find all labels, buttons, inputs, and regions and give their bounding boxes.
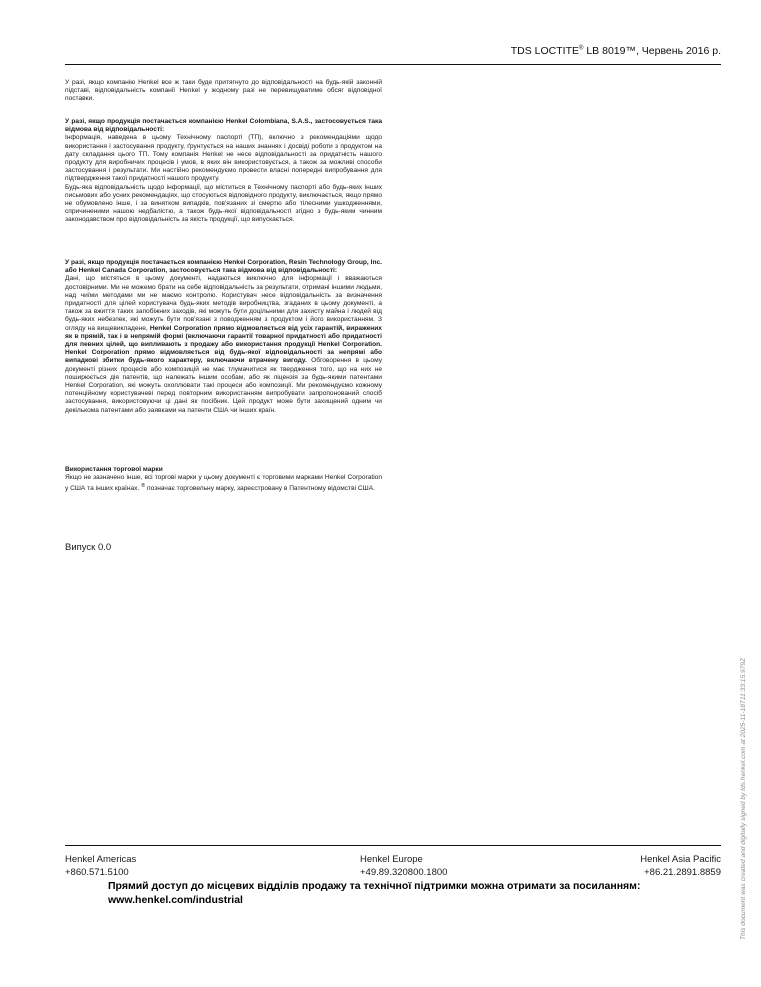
corporation-disclaimer-heading: У разі, якщо продукція постачається компанією Henkel Corporation, Resin Technology Group, Inc. або Henkel Canada Corporation, застосовується така відмова від відповідальності: xyxy=(65,259,382,275)
trademark-text-a: Якщо не зазначено інше, всі торгові марки у цьому документі є торговими марками Henkel Corporation у США та інших країнах. xyxy=(65,474,382,493)
office-asia-pacific xyxy=(640,853,721,879)
release-version: Випуск 0.0 xyxy=(65,542,112,553)
header-title-suffix: LB 8019™, Червень 2016 р. xyxy=(583,45,721,57)
contact-url-link[interactable]: www.henkel.com/industrial xyxy=(108,894,243,906)
digital-signature-note: This document was created and digitally signed by tds.henkel.com at 2025-11-18T11:33:15.979Z xyxy=(740,658,747,940)
registered-mark: ® xyxy=(579,45,584,52)
office-americas xyxy=(65,853,136,879)
corporation-disclaimer-section xyxy=(65,259,382,415)
registered-mark: ® xyxy=(141,483,146,490)
trademark-text-b: позначає торговельну марку, зареєстровану в Патентному відомстві США. xyxy=(145,485,375,493)
colombiana-disclaimer-paragraph-2: Будь-яка відповідальність щодо інформації, що міститься в Технічному паспорті або будь-яких інших письмових або усних рекомендаціях, що стосуються відповідного продукту, виключається, якщо прямо не обумовлено інше, і за винятком випадків, пов'язаних зі смертю або тілесними ушкодженнями, спричиненими нашою недбалістю, а також будь-якої відповідальності згідно з будь-яким чинним законодавством про відповідальність за якість продукції, що випускається. xyxy=(65,183,382,224)
office-asia-pacific-phone: +86.21.2891.8859 xyxy=(644,867,721,878)
liability-limit-section xyxy=(65,79,382,104)
office-americas-name: Henkel Americas xyxy=(65,854,137,865)
colombiana-disclaimer-paragraph-1: Інформація, наведена в цьому Технічному паспорті (ТП), включно з рекомендаціями щодо використання і застосування продукту, ґрунтується на наших знаннях і досвіді роботи з продуктом на дату складання цього ТП. Тому компанія Henkel не несе відповідальності за придатність нашого продукту для виробничих процесів і умов, в яких він використовується, а також за можливі способи застосування і результати. Ми настійно рекомендуємо провести власні попередні випробування для підтвердження такої придатності нашого продукту. xyxy=(65,134,382,183)
corporation-disclaimer-bold-text: Henkel Corporation прямо відмовляється від усіх гарантій, виражених як в прямій, так і в непрямій формі (включаючи гарантії товарної придатності або придатності для певних цілей, що випливають з продажу або використання продукції Henkel Corporation. Henkel Corporation прямо відмовляється від будь-якої відповідальності за непрямі або випадкові збитки будь-якого характеру, включаючи втрачену вигоду. xyxy=(65,324,382,365)
footer-divider xyxy=(65,845,721,846)
office-europe-phone: +49.89.320800.1800 xyxy=(360,867,448,878)
header-divider xyxy=(65,64,721,65)
contact-block xyxy=(108,879,640,907)
office-asia-pacific-name: Henkel Asia Pacific xyxy=(640,854,721,865)
corporation-disclaimer-text-a: Дані, що містяться в цьому документі, надаються виключно для інформації і вважаються достовірними. Ми не можемо брати на себе відповідальність за результати, отримані іншими людьми, над чиїми методами ми не маємо контролю. Користувач несе відповідальність за визначення придатності для цілей користувача будь-яких методів виробництва, згаданих в цьому документі, а також за вжиття таких запобіжних заходів, які можуть бути доцільними для захисту майна і людей від будь-яких небезпек, які можуть бути пов'язані з поводженням з продуктом і його використанням. З огляду на вищевикладене, xyxy=(65,275,382,332)
liability-limit-text: У разі, якщо компанію Henkel все ж таки буде притягнуто до відповідальності на будь-якій законній підставі, відповідальність компанії Henkel у жодному разі не перевищуватиме обсяг відповідної поставки. xyxy=(65,79,382,103)
corporation-disclaimer-paragraph xyxy=(65,275,382,414)
colombiana-disclaimer-section xyxy=(65,118,382,225)
office-americas-phone: +860.571.5100 xyxy=(65,867,129,878)
contact-line: Прямий доступ до місцевих відділів продажу та технічної підтримки можна отримати за посиланням: xyxy=(108,880,641,892)
corporation-disclaimer-text-c: Обговорення в цьому документі різних процесів або композицій не має тлумачитися як твердження того, що на них не поширюється дія патентів, що належать іншим особам, або як ліцензія за будь-якими патентами Henkel Corporation, які можуть охоплювати такі процеси або композиції. Ми рекомендуємо кожному потенційному користувачеві перед повторним використанням випробувати запропонований спосіб застосування, використовуючи ці дані як посібник. Цей продукт може бути захищений одним чи декількома патентами або заявками на патенти США чи інших країн. xyxy=(65,357,382,414)
colombiana-disclaimer-heading: У разі, якщо продукція постачається компанією Henkel Colombiana, S.A.S., застосовується така відмова від відповідальності: xyxy=(65,118,382,134)
office-europe-name: Henkel Europe xyxy=(360,854,423,865)
office-europe xyxy=(360,853,447,879)
document-header xyxy=(511,45,721,57)
trademark-paragraph xyxy=(65,474,382,494)
trademark-section xyxy=(65,466,382,494)
header-title-prefix: TDS LOCTITE xyxy=(510,45,579,57)
trademark-heading: Використання торгової марки xyxy=(65,466,163,473)
